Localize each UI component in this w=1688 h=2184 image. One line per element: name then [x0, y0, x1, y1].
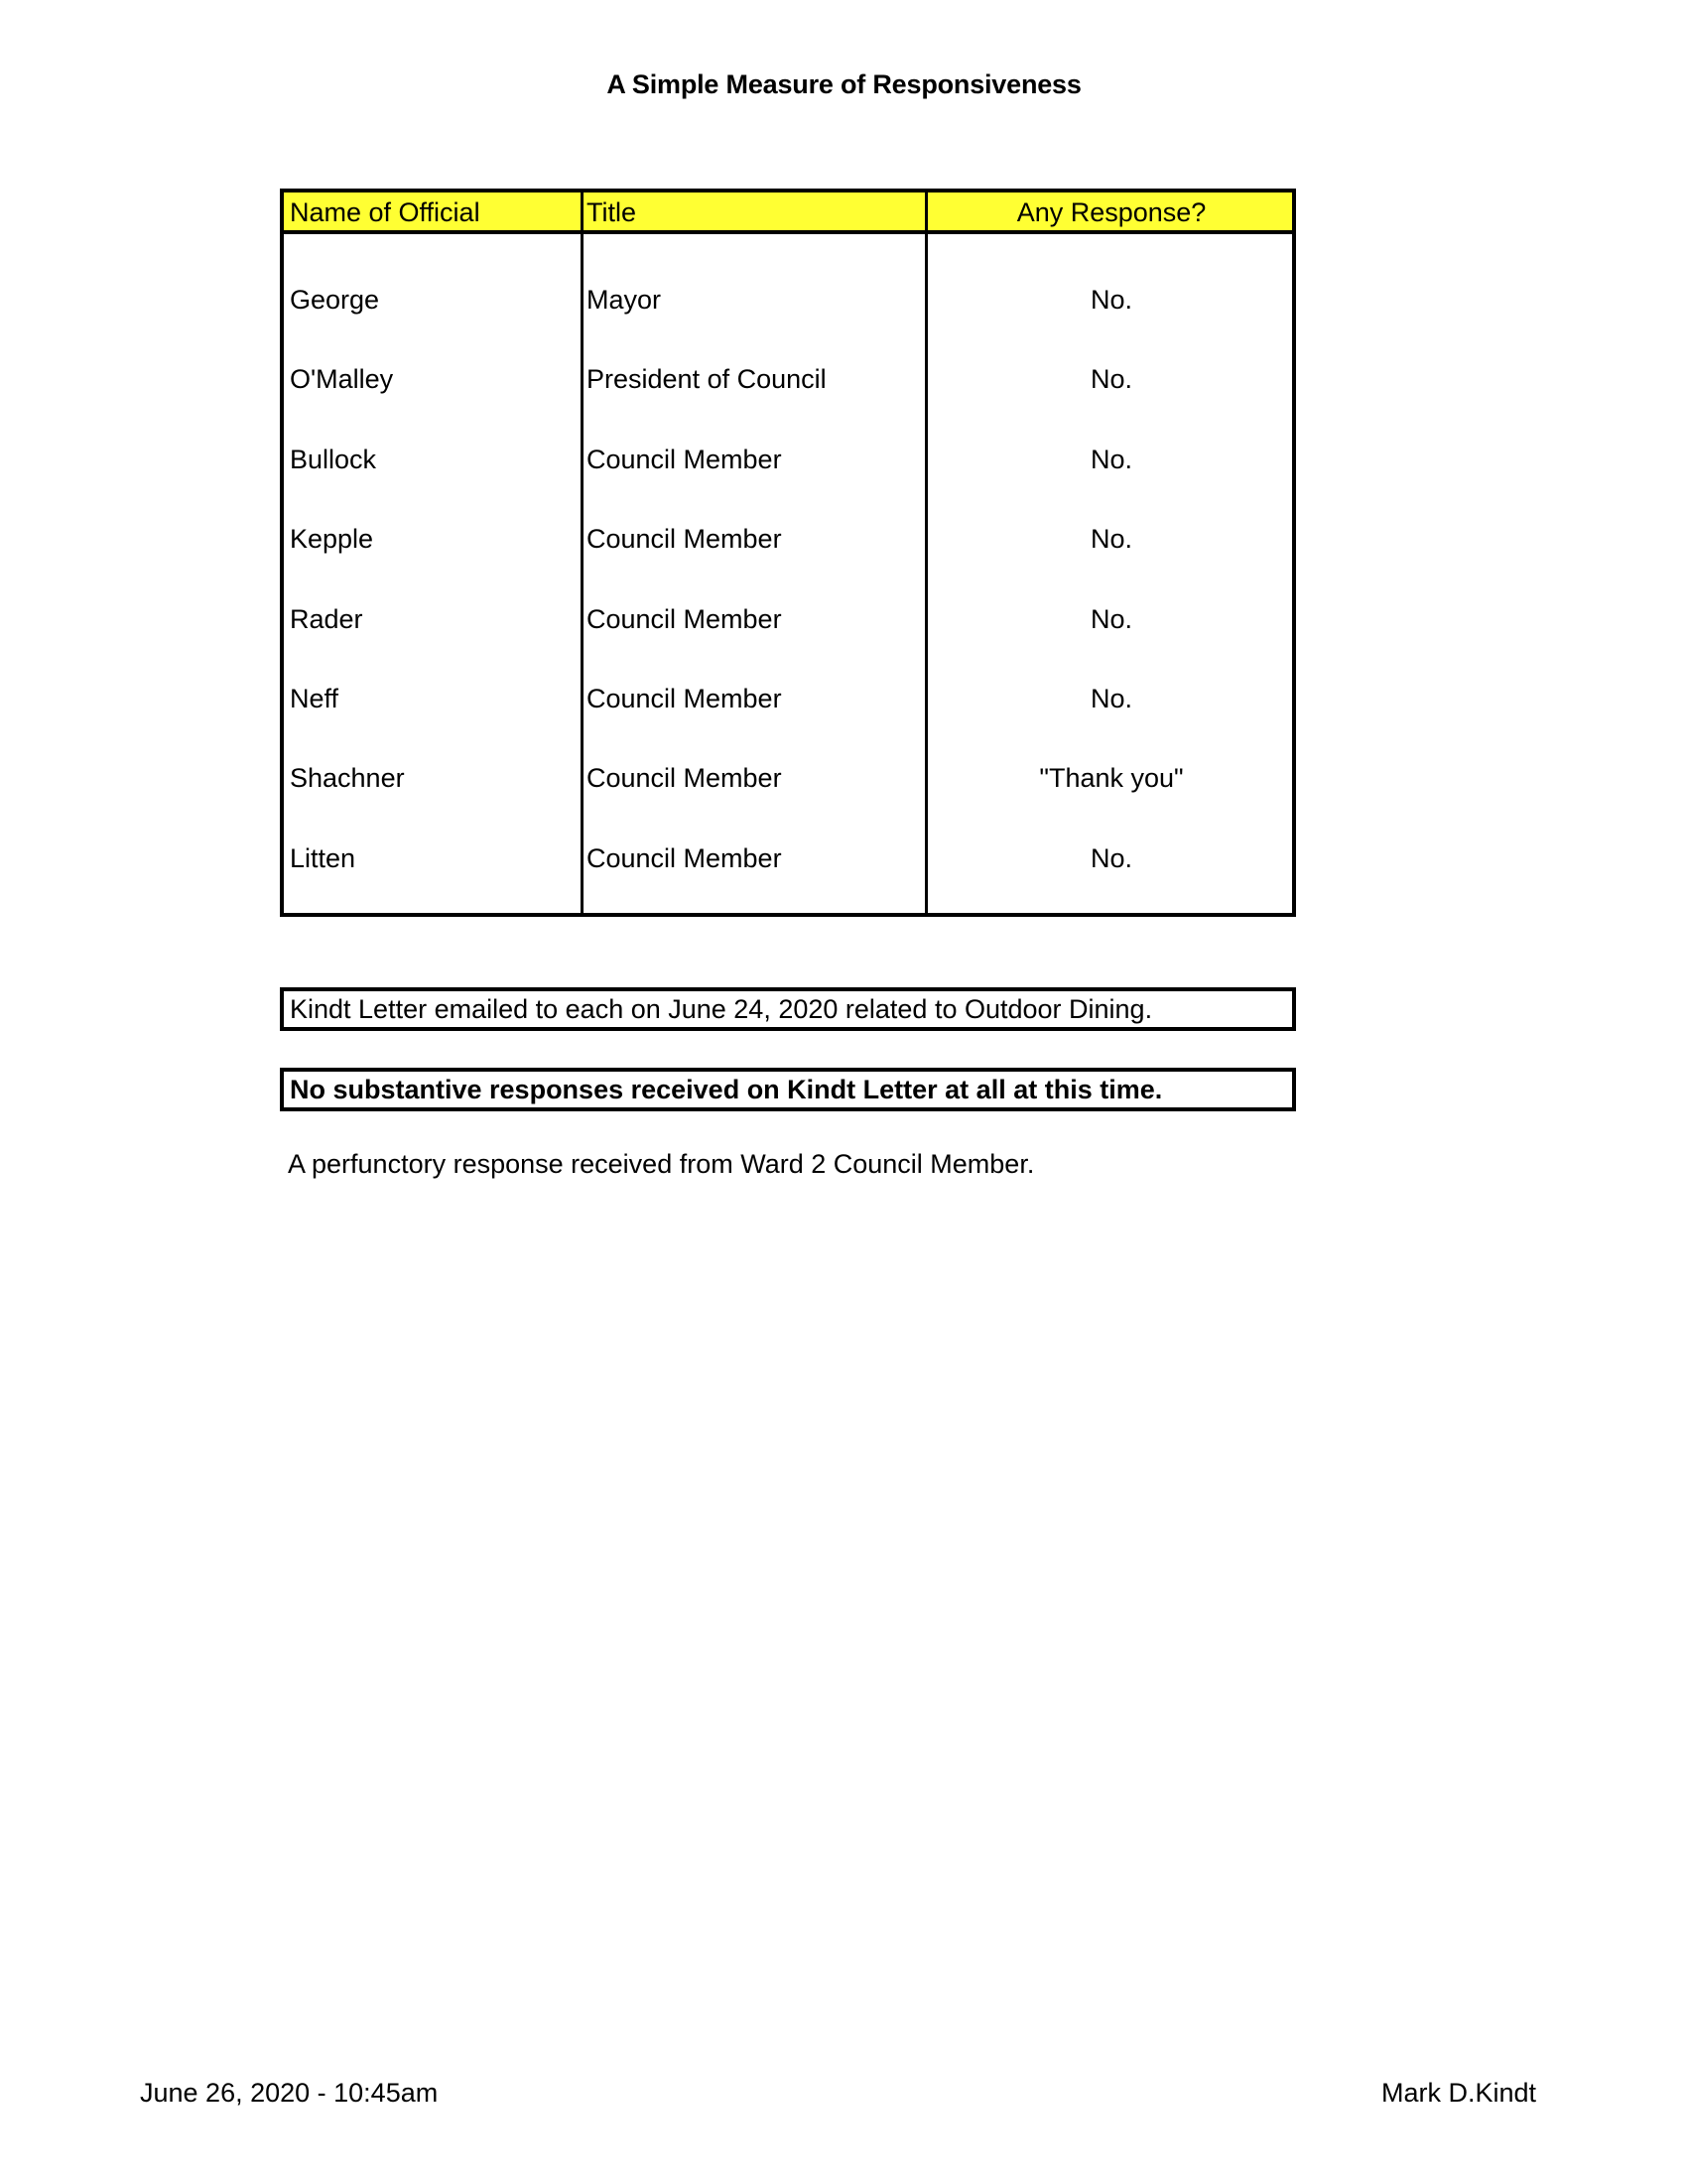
official-response: No. — [1090, 364, 1133, 394]
official-name: Shachner — [290, 763, 405, 793]
footer-timestamp: June 26, 2020 - 10:45am — [140, 2078, 439, 2108]
table-row — [284, 838, 1292, 878]
table-row — [284, 359, 1292, 399]
summary-text: No substantive responses received on Kindt Letter at all at this time. — [290, 1075, 1163, 1104]
table-row — [284, 440, 1292, 479]
footer-author: Mark D.Kindt — [1381, 2078, 1537, 2108]
official-name: Neff — [290, 684, 339, 713]
official-name: Bullock — [290, 445, 377, 474]
table-row — [284, 519, 1292, 559]
official-title: Council Member — [586, 604, 782, 634]
official-name: Kepple — [290, 524, 374, 554]
official-response: No. — [1090, 445, 1133, 474]
header-name: Name of Official — [290, 197, 480, 227]
official-title: Council Member — [586, 445, 782, 474]
official-title: Council Member — [586, 684, 782, 713]
letter-info-text: Kindt Letter emailed to each on June 24, 2020 related to Outdoor Dining. — [290, 994, 1153, 1024]
official-response: No. — [1090, 843, 1133, 873]
official-response: No. — [1090, 684, 1133, 713]
official-title: Council Member — [586, 763, 782, 793]
table-row — [284, 679, 1292, 718]
official-title: Council Member — [586, 843, 782, 873]
table-header — [284, 193, 1292, 234]
official-name: O'Malley — [290, 364, 394, 394]
table-row — [284, 280, 1292, 320]
official-response: "Thank you" — [1039, 763, 1184, 793]
perfunctory-note: A perfunctory response received from Ward 2 Council Member. — [288, 1149, 1035, 1179]
official-name: Litten — [290, 843, 356, 873]
letter-info-box — [280, 987, 1296, 1031]
page-title: A Simple Measure of Responsiveness — [606, 69, 1082, 99]
table-row — [284, 599, 1292, 639]
official-name: George — [290, 285, 380, 315]
official-response: No. — [1090, 285, 1133, 315]
official-response: No. — [1090, 604, 1133, 634]
header-title: Title — [586, 197, 637, 227]
responsiveness-table — [280, 189, 1296, 917]
official-title: Council Member — [586, 524, 782, 554]
summary-box — [280, 1068, 1296, 1111]
official-title: Mayor — [586, 285, 662, 315]
table-row — [284, 758, 1292, 798]
official-name: Rader — [290, 604, 363, 634]
official-response: No. — [1090, 524, 1133, 554]
official-title: President of Council — [586, 364, 827, 394]
header-response: Any Response? — [1016, 197, 1207, 227]
